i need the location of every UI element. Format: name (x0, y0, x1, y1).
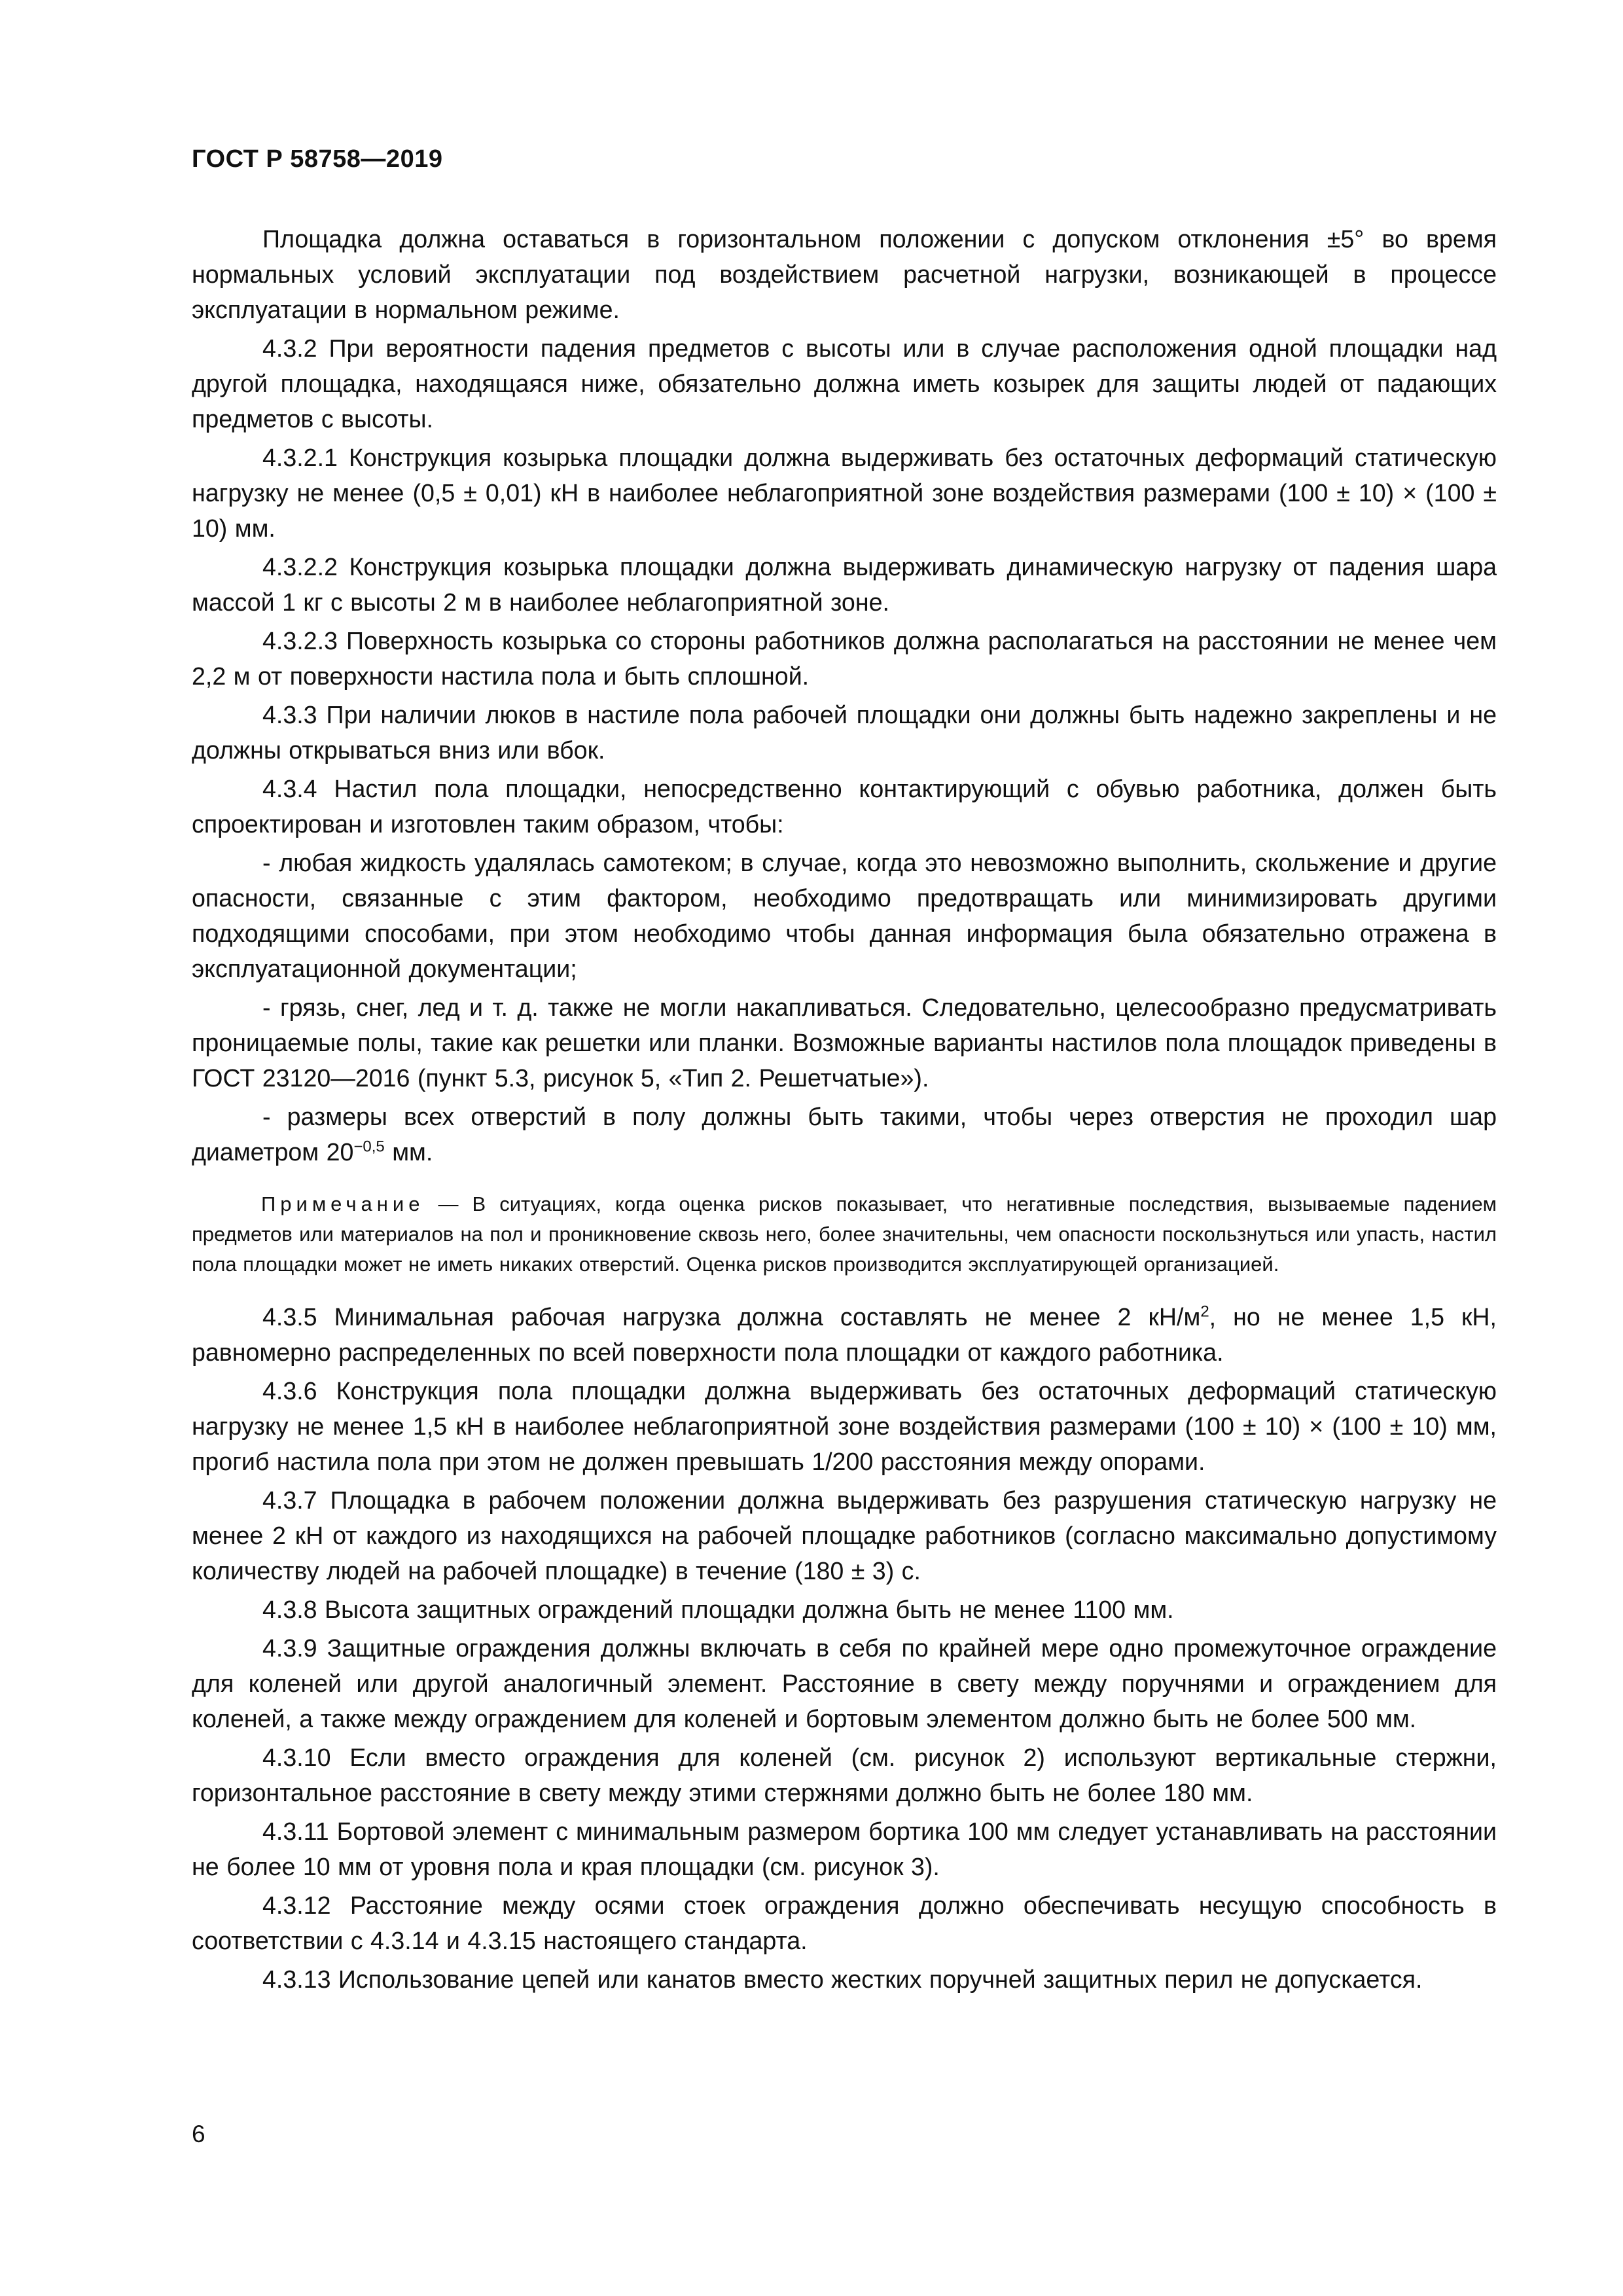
square-superscript: 2 (1200, 1302, 1209, 1321)
paragraph-4-3-2-3: 4.3.2.3 Поверхность козырька со стороны работников должна располагаться на расстоянии не менее чем 2,2 м от поверхности настила пола и быть сплошной. (192, 627, 1497, 690)
paragraph-4-3-2-1: 4.3.2.1 Конструкция козырька площадки должна выдерживать без остаточных деформаций статическую нагрузку не менее (0,5 ± 0,01) кН в наиболее неблагоприятной зоне воздействия размерами (100 ± 10) × (100 ± 10) мм. (192, 444, 1497, 542)
list-item-dirt: - грязь, снег, лед и т. д. также не могли накапливаться. Следовательно, целесообразно предусматривать проницаемые полы, такие как решетки или планки. Возможные варианты настилов пола площадок приведены в ГОСТ 23120—2016 (пункт 5.3, рисунок 5, «Тип 2. Решетчатые»). (192, 994, 1497, 1092)
load-text: 4.3.5 Минимальная рабочая нагрузка должна составлять не менее 2 кН/м (262, 1303, 1201, 1331)
list-item-openings (192, 1099, 1497, 1170)
tolerance-superscript: −0,5 (353, 1138, 385, 1156)
paragraph-4-3-2: 4.3.2 При вероятности падения предметов с высоты или в случае расположения одной площадки над другой площадка, находящаяся ниже, обязательно должна иметь козырек для защиты людей от падающих предметов с высоты. (192, 334, 1497, 433)
note-text: — В ситуациях, когда оценка рисков показывает, что негативные последствия, вызываемые падением предметов или материалов на пол и проникновение сквозь него, более значительны, чем опасности поскользнуться или упасть, настил пола площадки может не иметь никаких отверстий. Оценка рисков производится эксплуатирующей организацией. (192, 1193, 1497, 1276)
document-body (192, 221, 1497, 2000)
paragraph-4-3-8: 4.3.8 Высота защитных ограждений площадки должна быть не менее 1100 мм. (262, 1596, 1174, 1623)
list-item-liquid: - любая жидкость удалялась самотеком; в случае, когда это невозможно выполнить, скольжение и другие опасности, связанные с этим фактором, необходимо предотвращать или минимизировать другими подходящими способами, при этом необходимо чтобы данная информация была обязательно отражена в эксплуатационной документации; (192, 849, 1497, 982)
note-paragraph (192, 1189, 1497, 1280)
document-header-code: ГОСТ Р 58758—2019 (192, 145, 443, 173)
paragraph-4-3-10: 4.3.10 Если вместо ограждения для коленей (см. рисунок 2) используют вертикальные стержни, горизонтальное расстояние в свету между этими стержнями должно быть не более 180 мм. (192, 1744, 1497, 1806)
page-number: 6 (192, 2121, 205, 2147)
openings-unit: мм. (384, 1138, 433, 1166)
paragraph-4-3-11: 4.3.11 Бортовой элемент с минимальным размером бортика 100 мм следует устанавливать на расстоянии не более 10 мм от уровня пола и края площадки (см. рисунок 3). (192, 1818, 1497, 1880)
paragraph-4-3-3: 4.3.3 При наличии люков в настиле пола рабочей площадки они должны быть надежно закреплены и не должны открываться вниз или вбок. (192, 701, 1497, 764)
load-text-tail: , но не менее 1,5 кН, равномерно распределенных по всей поверхности пола площадки от каждого работника. (192, 1303, 1497, 1366)
paragraph-4-3-6: 4.3.6 Конструкция пола площадки должна выдерживать без остаточных деформаций статическую нагрузку не менее 1,5 кН в наиболее неблагоприятной зоне воздействия размерами (100 ± 10) × (100 ± 10) мм, прогиб настила пола при этом не должен превышать 1/200 расстояния между опорами. (192, 1377, 1497, 1475)
openings-text: - размеры всех отверстий в полу должны быть такими, чтобы через отверстия не проходил шар диаметром 20 (192, 1103, 1497, 1166)
paragraph-4-3-13: 4.3.13 Использование цепей или канатов вместо жестких поручней защитных перил не допускается. (262, 1965, 1423, 1993)
paragraph-platform-horizontal: Площадка должна оставаться в горизонтальном положении с допуском отклонения ±5° во время нормальных условий эксплуатации под воздействием расчетной нагрузки, возникающей в процессе эксплуатации в нормальном режиме. (192, 225, 1497, 323)
note-label: Примечание (261, 1193, 425, 1215)
paragraph-4-3-7: 4.3.7 Площадка в рабочем положении должна выдерживать без разрушения статическую нагрузку не менее 2 кН от каждого из находящихся на рабочей площадке работников (согласно максимально допустимому количеству людей на рабочей площадке) в течение (180 ± 3) с. (192, 1486, 1497, 1585)
paragraph-4-3-12: 4.3.12 Расстояние между осями стоек ограждения должно обеспечивать несущую способность в соответствии с 4.3.14 и 4.3.15 настоящего стандарта. (192, 1892, 1497, 1954)
paragraph-4-3-2-2: 4.3.2.2 Конструкция козырька площадки должна выдерживать динамическую нагрузку от падения шара массой 1 кг с высоты 2 м в наиболее неблагоприятной зоне. (192, 553, 1497, 616)
paragraph-4-3-5 (192, 1299, 1497, 1370)
paragraph-4-3-9: 4.3.9 Защитные ограждения должны включать в себя по крайней мере одно промежуточное ограждение для коленей или другой аналогичный элемент. Расстояние в свету между поручнями и ограждением для коленей, а также между ограждением для коленей и бортовым элементом должно быть не более 500 мм. (192, 1634, 1497, 1732)
paragraph-4-3-4: 4.3.4 Настил пола площадки, непосредственно контактирующий с обувью работника, должен быть спроектирован и изготовлен таким образом, чтобы: (192, 775, 1497, 838)
